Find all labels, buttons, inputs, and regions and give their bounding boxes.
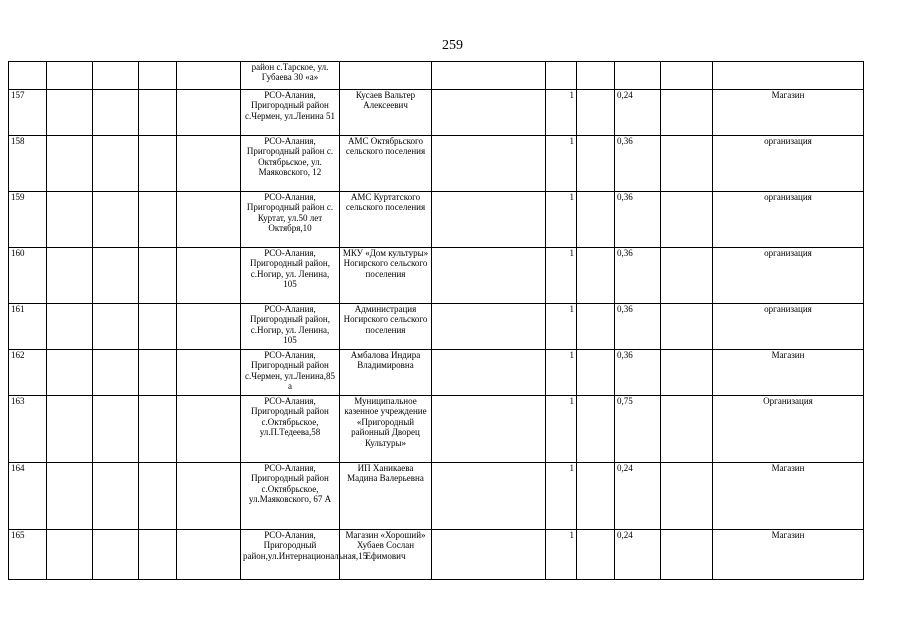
object-type-cell	[713, 62, 864, 90]
owner-cell: АМС Октябрьского сельского поселения	[340, 136, 432, 192]
empty-cell	[139, 396, 177, 463]
table-row	[9, 136, 864, 192]
address-cell: РСО-Алания, Пригородный район,ул.Интернациональная,15	[241, 530, 340, 580]
volume-cell: 0,24	[615, 90, 661, 136]
row-number-cell: 159	[9, 192, 47, 248]
object-type-cell: организация	[713, 136, 864, 192]
address-cell: РСО-Алания, Пригородный район с.Чермен, ул.Ленина,85 а	[241, 350, 340, 396]
quantity-cell: 1	[546, 530, 577, 580]
empty-cell	[661, 396, 713, 463]
empty-cell	[93, 62, 139, 90]
empty-cell	[177, 248, 241, 304]
empty-cell	[661, 350, 713, 396]
row-number-cell	[9, 62, 47, 90]
empty-cell	[432, 136, 546, 192]
empty-cell	[177, 192, 241, 248]
owner-cell: МКУ «Дом культуры» Ногирского сельского поселения	[340, 248, 432, 304]
empty-cell	[139, 530, 177, 580]
empty-cell	[577, 90, 615, 136]
address-cell: РСО-Алания, Пригородный район, с.Ногир, ул. Ленина, 105	[241, 248, 340, 304]
volume-cell: 0,36	[615, 304, 661, 350]
volume-cell: 0,36	[615, 350, 661, 396]
owner-cell: Магазин «Хороший» Хубаев Сослан Ефимович	[340, 530, 432, 580]
empty-cell	[577, 304, 615, 350]
empty-cell	[177, 530, 241, 580]
empty-cell	[177, 396, 241, 463]
row-number-cell: 157	[9, 90, 47, 136]
empty-cell	[432, 304, 546, 350]
empty-cell	[177, 304, 241, 350]
empty-cell	[93, 530, 139, 580]
quantity-cell: 1	[546, 90, 577, 136]
empty-cell	[47, 396, 93, 463]
empty-cell	[432, 396, 546, 463]
table-row	[9, 62, 864, 90]
quantity-cell: 1	[546, 350, 577, 396]
empty-cell	[577, 396, 615, 463]
empty-cell	[139, 248, 177, 304]
empty-cell	[661, 463, 713, 530]
table-row	[9, 350, 864, 396]
object-type-cell: Магазин	[713, 463, 864, 530]
table-row	[9, 396, 864, 463]
owner-cell: Кусаев Вальтер Алексеевич	[340, 90, 432, 136]
registry-body	[9, 62, 864, 580]
empty-cell	[47, 192, 93, 248]
table-row	[9, 530, 864, 580]
empty-cell	[47, 136, 93, 192]
empty-cell	[139, 463, 177, 530]
owner-cell: Амбалова Индира Владимировна	[340, 350, 432, 396]
empty-cell	[93, 304, 139, 350]
object-type-cell: Организация	[713, 396, 864, 463]
table-row	[9, 463, 864, 530]
empty-cell	[432, 90, 546, 136]
empty-cell	[139, 136, 177, 192]
empty-cell	[139, 90, 177, 136]
empty-cell	[93, 248, 139, 304]
volume-cell: 0,36	[615, 248, 661, 304]
empty-cell	[93, 90, 139, 136]
volume-cell: 0,36	[615, 192, 661, 248]
volume-cell: 0,24	[615, 530, 661, 580]
row-number-cell: 158	[9, 136, 47, 192]
empty-cell	[577, 136, 615, 192]
address-cell: РСО-Алания, Пригородный район, с.Ногир, ул. Ленина, 105	[241, 304, 340, 350]
address-cell: РСО-Алания, Пригородный район с.Октябрьское, ул.П.Тедеева,58	[241, 396, 340, 463]
empty-cell	[661, 90, 713, 136]
empty-cell	[432, 463, 546, 530]
owner-cell: ИП Ханикаева Мадина Валерьевна	[340, 463, 432, 530]
empty-cell	[93, 463, 139, 530]
quantity-cell	[546, 62, 577, 90]
object-type-cell: организация	[713, 248, 864, 304]
empty-cell	[577, 463, 615, 530]
object-type-cell: организация	[713, 304, 864, 350]
volume-cell: 0,75	[615, 396, 661, 463]
quantity-cell: 1	[546, 136, 577, 192]
address-cell: РСО-Алания, Пригородный район с. Октябрьское, ул. Маяковского, 12	[241, 136, 340, 192]
empty-cell	[432, 62, 546, 90]
owner-cell	[340, 62, 432, 90]
empty-cell	[577, 248, 615, 304]
object-type-cell: организация	[713, 192, 864, 248]
empty-cell	[47, 90, 93, 136]
table-row	[9, 90, 864, 136]
empty-cell	[177, 136, 241, 192]
empty-cell	[47, 350, 93, 396]
quantity-cell: 1	[546, 192, 577, 248]
table-row	[9, 192, 864, 248]
empty-cell	[432, 350, 546, 396]
volume-cell: 0,36	[615, 136, 661, 192]
empty-cell	[93, 192, 139, 248]
owner-cell: Администрация Ногирского сельского поселения	[340, 304, 432, 350]
empty-cell	[661, 136, 713, 192]
table-row	[9, 304, 864, 350]
empty-cell	[577, 192, 615, 248]
empty-cell	[177, 463, 241, 530]
volume-cell: 0,24	[615, 463, 661, 530]
empty-cell	[47, 463, 93, 530]
page-number: 259	[442, 38, 463, 53]
empty-cell	[47, 304, 93, 350]
address-cell: РСО-Алания, Пригородный район с.Чермен, ул.Ленина 51	[241, 90, 340, 136]
empty-cell	[577, 62, 615, 90]
row-number-cell: 162	[9, 350, 47, 396]
empty-cell	[93, 396, 139, 463]
owner-cell: Муниципальное казенное учреждение «Пригородный районный Дворец Культуры»	[340, 396, 432, 463]
row-number-cell: 164	[9, 463, 47, 530]
quantity-cell: 1	[546, 248, 577, 304]
empty-cell	[661, 304, 713, 350]
empty-cell	[577, 530, 615, 580]
empty-cell	[139, 62, 177, 90]
row-number-cell: 161	[9, 304, 47, 350]
object-type-cell: Магазин	[713, 90, 864, 136]
empty-cell	[661, 62, 713, 90]
empty-cell	[661, 530, 713, 580]
address-cell: РСО-Алания, Пригородный район с. Куртат, ул.50 лет Октября,10	[241, 192, 340, 248]
quantity-cell: 1	[546, 304, 577, 350]
empty-cell	[93, 136, 139, 192]
empty-cell	[139, 304, 177, 350]
empty-cell	[661, 248, 713, 304]
address-cell: район с.Тарское, ул. Губаева 30 «а»	[241, 62, 340, 90]
empty-cell	[177, 350, 241, 396]
address-cell: РСО-Алания, Пригородный район с.Октябрьское, ул.Маяковского, 67 А	[241, 463, 340, 530]
row-number-cell: 165	[9, 530, 47, 580]
empty-cell	[432, 530, 546, 580]
empty-cell	[432, 192, 546, 248]
empty-cell	[432, 248, 546, 304]
quantity-cell: 1	[546, 463, 577, 530]
registry-table	[8, 61, 864, 580]
empty-cell	[47, 62, 93, 90]
object-type-cell: Магазин	[713, 530, 864, 580]
row-number-cell: 160	[9, 248, 47, 304]
empty-cell	[139, 192, 177, 248]
object-type-cell: Магазин	[713, 350, 864, 396]
empty-cell	[177, 90, 241, 136]
empty-cell	[577, 350, 615, 396]
empty-cell	[47, 530, 93, 580]
row-number-cell: 163	[9, 396, 47, 463]
empty-cell	[661, 192, 713, 248]
volume-cell	[615, 62, 661, 90]
empty-cell	[47, 248, 93, 304]
owner-cell: АМС Куртатского сельского поселения	[340, 192, 432, 248]
table-row	[9, 248, 864, 304]
empty-cell	[177, 62, 241, 90]
empty-cell	[93, 350, 139, 396]
empty-cell	[139, 350, 177, 396]
quantity-cell: 1	[546, 396, 577, 463]
